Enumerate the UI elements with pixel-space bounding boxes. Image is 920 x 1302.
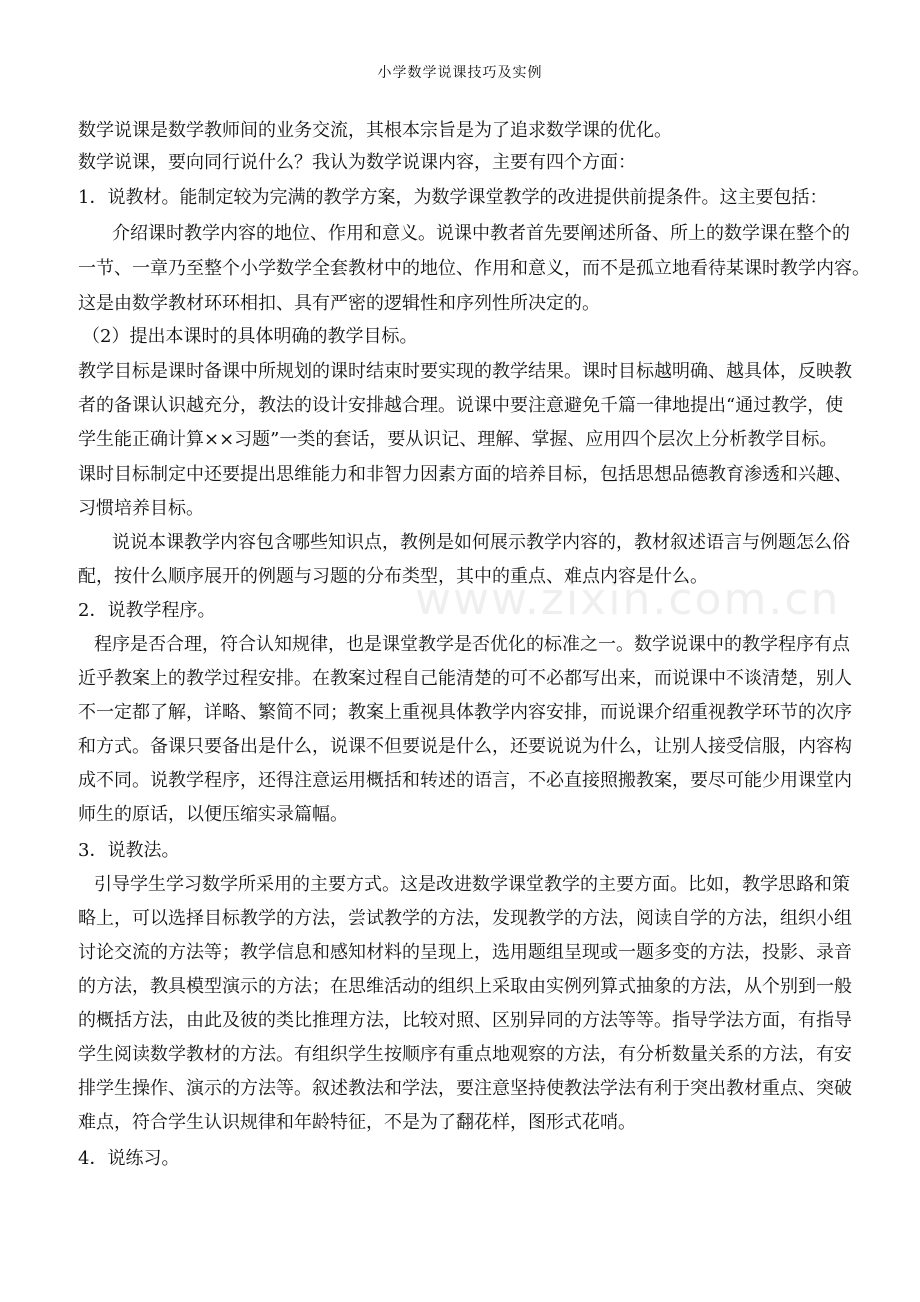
paragraph-line: 和方式。备课只要备出是什么，说课不但要说是什么，还要说说为什么，让别人接受信服，内容构: [78, 736, 852, 757]
watermark: www.zixin.com.cn: [415, 574, 841, 625]
section-heading: 3．说教法。: [78, 840, 180, 861]
paragraph-line: 师生的原话，以便压缩实录篇幅。: [78, 804, 348, 825]
paragraph-line: 课时目标制定中还要提出思维能力和非智力因素方面的培养目标，包括思想品德教育渗透和兴趣、: [78, 464, 852, 485]
paragraph-line: 难点，符合学生认识规律和年龄特征，不是为了翻花样，图形式花哨。: [78, 1112, 636, 1133]
paragraph-line: 的概括方法，由此及彼的类比推理方法，比较对照、区别异同的方法等等。指导学法方面，有指导: [78, 1010, 852, 1031]
paragraph-line: 略上，可以选择目标教学的方法，尝试教学的方法，发现教学的方法，阅读自学的方法，组织小组: [78, 908, 852, 929]
paragraph-line: 引导学生学习数学所采用的主要方式。这是改进数学课堂教学的主要方面。比如，教学思路和策: [94, 874, 850, 895]
paragraph-line: 近乎教案上的教学过程安排。在教案过程自己能清楚的可不必都写出来，而说课中不谈清楚，别人: [78, 668, 852, 689]
paragraph-line: 一节、一章乃至整个小学数学全套教材中的地位、作用和意义，而不是孤立地看待某课时教学内容。: [78, 258, 870, 279]
paragraph-line: 程序是否合理，符合认知规律，也是课堂教学是否优化的标准之一。数学说课中的教学程序有点: [94, 634, 850, 655]
paragraph-line: 配，按什么顺序展开的例题与习题的分布类型，其中的重点、难点内容是什么。: [78, 566, 708, 587]
paragraph-line: 的方法，教具模型演示的方法；在思维活动的组织上采取由实例列算式抽象的方法，从个别到一般: [78, 976, 852, 997]
paragraph-line: 数学说课是数学教师间的业务交流，其根本宗旨是为了追求数学课的优化。: [78, 120, 672, 141]
paragraph-line: 介绍课时教学内容的地位、作用和意义。说课中教者首先要阐述所备、所上的数学课在整个的: [112, 223, 850, 244]
section-heading: 2．说教学程序。: [78, 600, 216, 621]
paragraph-line: 讨论交流的方法等；教学信息和感知材料的呈现上，选用题组呈现或一题多变的方法，投影、录音: [78, 942, 852, 963]
paragraph-line: 学生阅读数学教材的方法。有组织学生按顺序有重点地观察的方法，有分析数量关系的方法，有安: [78, 1044, 852, 1065]
page-title: 小学数学说课技巧及实例: [377, 65, 543, 81]
paragraph-line: 数学说课，要向同行说什么？我认为数学说课内容，主要有四个方面：: [78, 152, 636, 173]
subheading: （2）提出本课时的具体明确的教学目标。: [82, 326, 418, 347]
paragraph-line: 说说本课教学内容包含哪些知识点，教例是如何展示教学内容的，教材叙述语言与例题怎么俗: [112, 532, 850, 553]
section-heading: 1．说教材。能制定较为完满的教学方案，为数学课堂教学的改进提供前提条件。这主要包括：: [78, 187, 828, 208]
paragraph-line: 者的备课认识越充分，教法的设计安排越合理。说课中要注意避免千篇一律地提出“通过教学，使: [78, 395, 844, 416]
paragraph-line: 学生能正确计算××习题”一类的套话，要从识记、理解、掌握、应用四个层次上分析教学目标。: [78, 429, 838, 450]
paragraph-line: 成不同。说教学程序，还得注意运用概括和转述的语言，不必直接照搬教案，要尽可能少用课堂内: [78, 770, 852, 791]
paragraph-line: 习惯培养目标。: [78, 498, 204, 519]
paragraph-line: 排学生操作、演示的方法等。叙述教法和学法，要注意坚持使教法学法有利于突出教材重点、突破: [78, 1078, 852, 1099]
paragraph-line: 不一定都了解，详略、繁简不同；教案上重视具体教学内容安排，而说课介绍重视教学环节的次序: [78, 702, 852, 723]
section-heading: 4．说练习。: [78, 1148, 180, 1169]
paragraph-line: 这是由数学教材环环相扣、具有严密的逻辑性和序列性所决定的。: [78, 293, 600, 314]
paragraph-line: 教学目标是课时备课中所规划的课时结束时要实现的教学结果。课时目标越明确、越具体，反映教: [78, 361, 852, 382]
